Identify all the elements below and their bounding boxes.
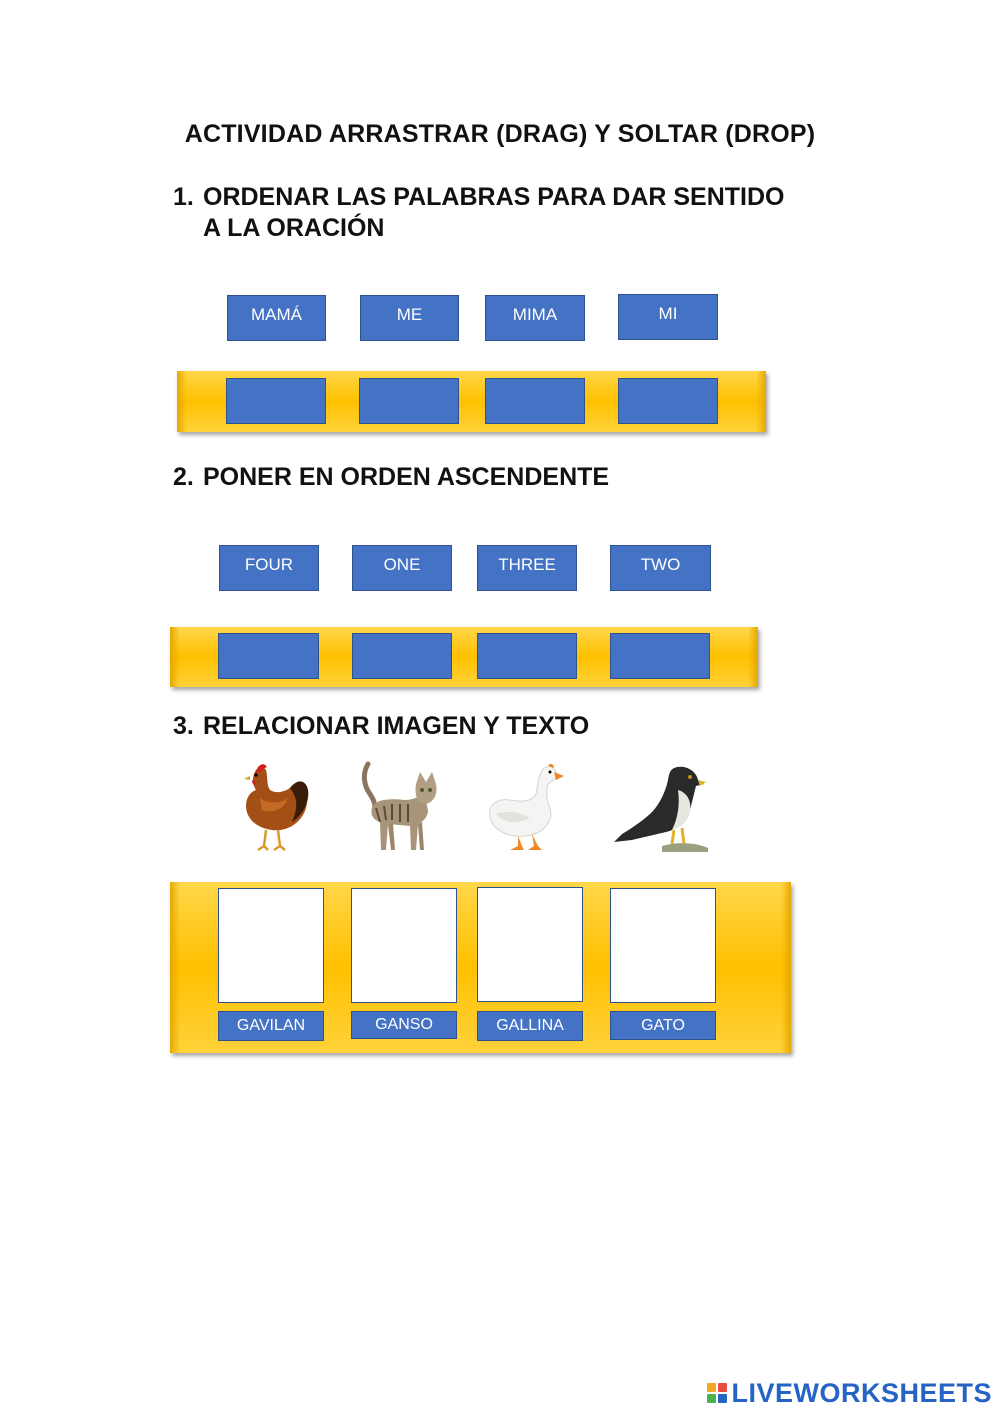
image-drop-box[interactable] — [610, 888, 716, 1003]
section-3-text: RELACIONAR IMAGEN Y TEXTO — [203, 712, 590, 740]
drop-slot[interactable] — [359, 378, 459, 424]
drop-slot[interactable] — [218, 633, 319, 679]
section-3-heading — [173, 711, 873, 742]
hen-image — [232, 758, 312, 854]
word-tile-one[interactable]: ONE — [352, 545, 452, 591]
label-gavilan[interactable]: GAVILAN — [218, 1011, 324, 1041]
section-3-number: 3. — [173, 712, 194, 740]
drop-slot[interactable] — [226, 378, 326, 424]
cat-image — [358, 760, 442, 856]
section-1-heading — [173, 182, 873, 244]
section-1-line1: ORDENAR LAS PALABRAS PARA DAR SENTIDO — [203, 183, 785, 211]
goose-image — [484, 758, 568, 854]
drop-slot[interactable] — [485, 378, 585, 424]
word-tile-me[interactable]: ME — [360, 295, 459, 341]
hawk-image — [612, 760, 712, 856]
word-tile-mi[interactable]: MI — [618, 294, 718, 340]
word-tile-three[interactable]: THREE — [477, 545, 577, 591]
word-tile-mama[interactable]: MAMÁ — [227, 295, 326, 341]
page-title: ACTIVIDAD ARRASTRAR (DRAG) Y SOLTAR (DROP) — [184, 120, 816, 148]
label-gallina[interactable]: GALLINA — [477, 1011, 583, 1041]
section-2-heading — [173, 462, 873, 493]
brand-logo[interactable] — [707, 1377, 992, 1409]
word-tile-four[interactable]: FOUR — [219, 545, 319, 591]
brand-mark-icon — [707, 1383, 727, 1403]
drop-slot[interactable] — [477, 633, 577, 679]
section-2-text: PONER EN ORDEN ASCENDENTE — [203, 463, 610, 491]
drop-slot[interactable] — [352, 633, 452, 679]
brand-text: LIVEWORKSHEETS — [731, 1377, 992, 1408]
label-ganso[interactable]: GANSO — [351, 1011, 457, 1039]
image-drop-box[interactable] — [477, 887, 583, 1002]
image-drop-box[interactable] — [351, 888, 457, 1003]
drop-slot[interactable] — [618, 378, 718, 424]
drop-slot[interactable] — [610, 633, 710, 679]
word-tile-mima[interactable]: MIMA — [485, 295, 585, 341]
label-gato[interactable]: GATO — [610, 1011, 716, 1040]
word-tile-two[interactable]: TWO — [610, 545, 711, 591]
section-1-line2: A LA ORACIÓN — [203, 214, 385, 242]
section-2-number: 2. — [173, 463, 194, 491]
image-drop-box[interactable] — [218, 888, 324, 1003]
section-1-number: 1. — [173, 183, 194, 211]
